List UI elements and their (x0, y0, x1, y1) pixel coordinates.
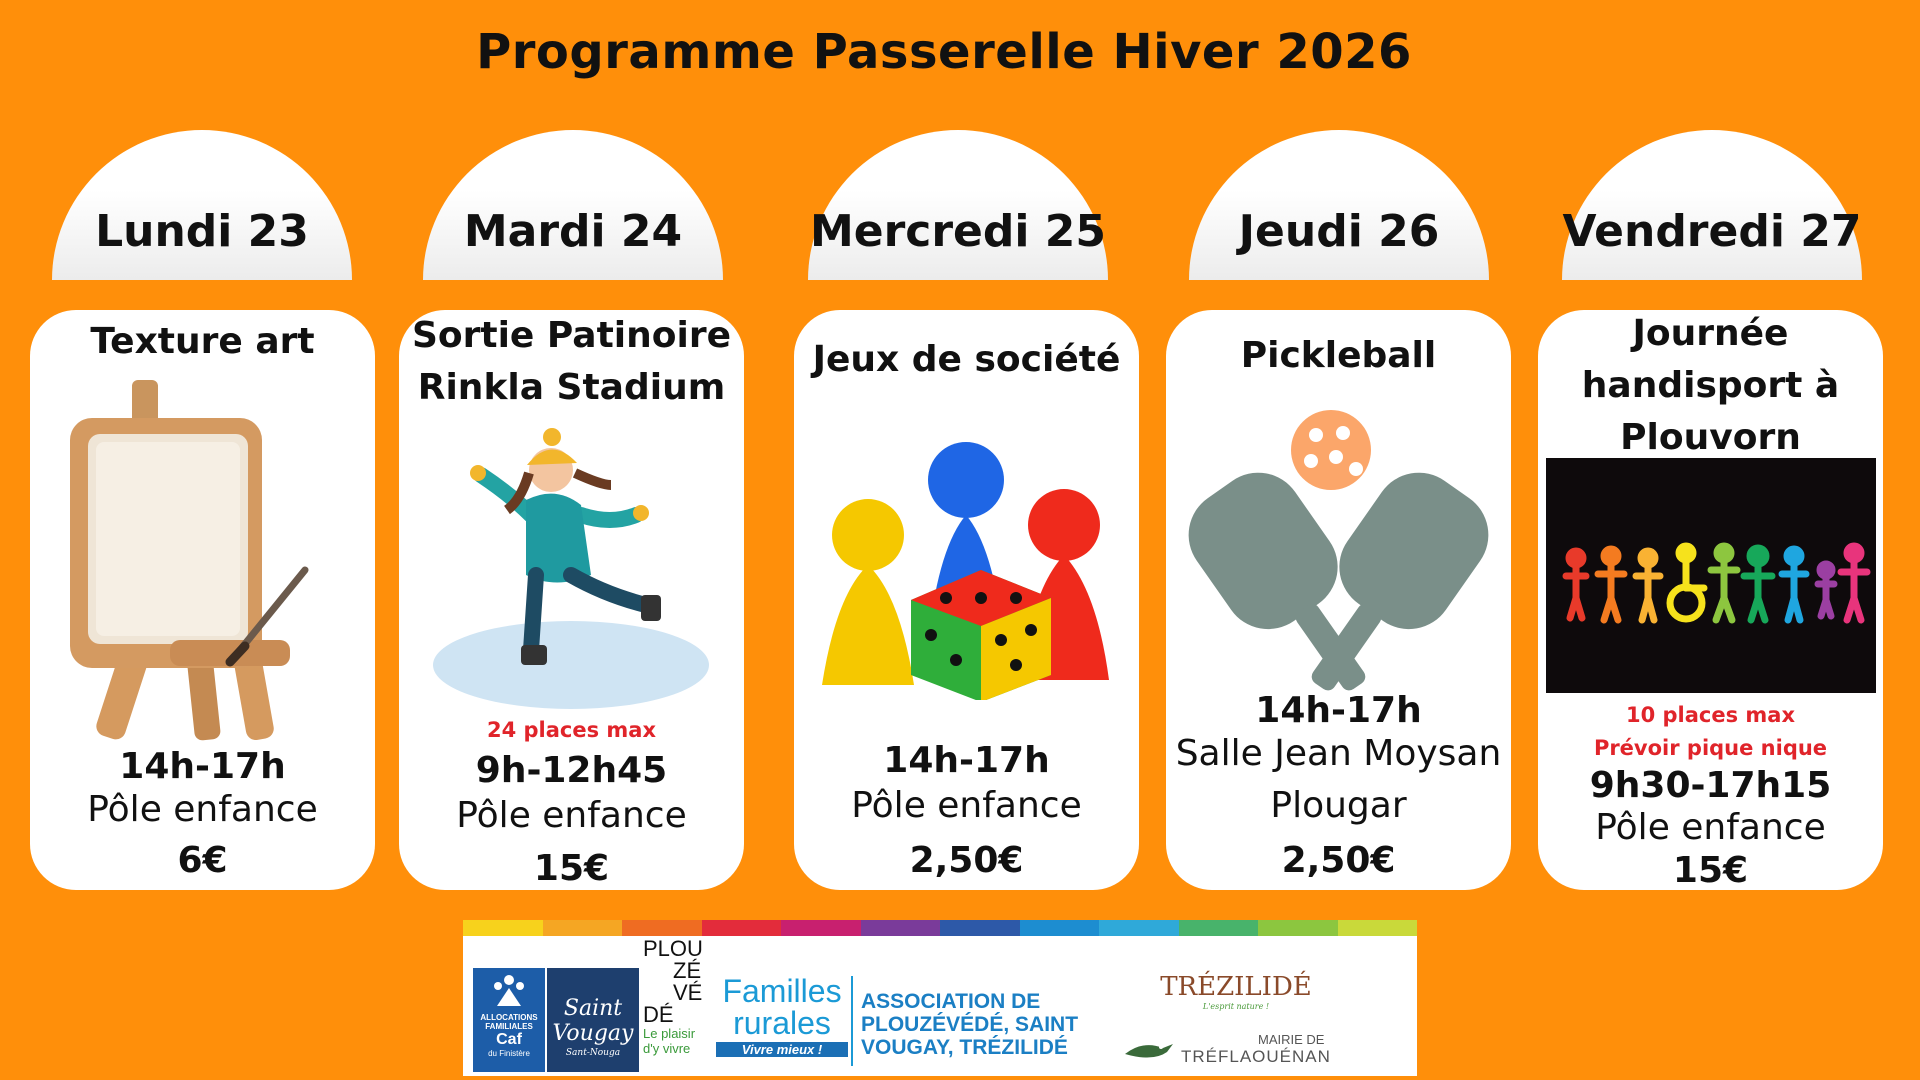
day-header (1189, 130, 1489, 280)
trezilide-text: TRÉZILIDÉ (1160, 972, 1312, 1002)
activity-time: 9h30-17h15 (1589, 765, 1832, 806)
plouzevede-text: VÉ (673, 980, 703, 1005)
familles-text: Familles (722, 973, 842, 1009)
activity-price: 15€ (533, 848, 610, 889)
caf-text: ALLOCATIONS (480, 1013, 538, 1022)
divider (851, 976, 853, 1066)
places-note: Prévoir pique nique (1593, 736, 1828, 760)
activity-location: Pôle enfance (1595, 807, 1826, 848)
activity-title: Jeux de société (812, 339, 1121, 380)
color-stripe (463, 920, 1417, 936)
easel-icon (70, 360, 340, 750)
association-text: ASSOCIATION DE (861, 990, 1041, 1013)
activity-title: Texture art (90, 321, 315, 362)
day-label: Mardi 24 (463, 206, 683, 257)
association-name (861, 990, 1101, 1059)
day-label: Vendredi 27 (1562, 206, 1862, 257)
association-text: PLOUZÉVÉDÉ, SAINT (861, 1013, 1079, 1036)
day-label: Mercredi 25 (809, 206, 1107, 257)
association-text: VOUGAY, TRÉZILIDÉ (861, 1036, 1068, 1059)
stripe-segment (1338, 920, 1418, 936)
activity-location: Salle Jean Moysan (1175, 733, 1502, 774)
familles-tagline: Vivre mieux ! (716, 1042, 848, 1057)
activity-location: Plougar (1270, 785, 1407, 826)
activity-price: 2,50€ (1281, 840, 1396, 881)
saint-vougay-text: Sant-Nouga (565, 1048, 621, 1058)
bird-icon (1123, 1038, 1175, 1064)
stripe-segment (463, 920, 543, 936)
stripe-segment (781, 920, 861, 936)
plouzevede-text: ZÉ (673, 958, 702, 983)
saint-vougay-text: Vougay (552, 1021, 634, 1046)
activity-location: Pôle enfance (456, 795, 687, 836)
plouzevede-tagline: Le plaisir (643, 1026, 696, 1041)
activity-card (30, 310, 375, 890)
board-game-pieces-icon (816, 430, 1116, 700)
activity-time: 9h-12h45 (475, 750, 668, 791)
activity-time: 14h-17h (119, 746, 286, 787)
activity-card (1166, 310, 1511, 890)
activity-title-line: Sortie Patinoire (411, 315, 732, 356)
day-header (808, 130, 1108, 280)
places-note: 10 places max (1625, 703, 1796, 727)
treflaouenan-text: MAIRIE DE (1258, 1032, 1325, 1047)
pickleball-paddles-icon (1171, 405, 1506, 705)
caf-family-icon (489, 972, 529, 1008)
stripe-segment (1020, 920, 1100, 936)
activity-location: Pôle enfance (851, 785, 1082, 826)
activity-title-line: Rinkla Stadium (417, 367, 726, 408)
activity-time: 14h-17h (1255, 690, 1422, 731)
sponsor-banner (463, 920, 1417, 1076)
plouzevede-logo (643, 938, 713, 1072)
trezilide-logo (1151, 972, 1321, 1011)
plouzevede-text: PLOU (643, 936, 703, 961)
stripe-segment (1179, 920, 1259, 936)
day-header (1562, 130, 1862, 280)
activity-title-line: handisport à (1581, 365, 1840, 406)
caf-text: du Finistère (488, 1049, 530, 1058)
activity-card (399, 310, 744, 890)
stripe-segment (702, 920, 782, 936)
activity-card (1538, 310, 1883, 890)
day-label: Lundi 23 (95, 206, 309, 257)
saint-vougay-text: Saint (563, 996, 623, 1021)
activity-title-line: Plouvorn (1620, 417, 1801, 458)
plouzevede-text: DÉ (643, 1002, 674, 1027)
ice-skater-icon (431, 425, 711, 715)
places-note: 24 places max (486, 718, 657, 742)
treflaouenan-text: TRÉFLAOUÉNAN (1181, 1047, 1331, 1066)
stripe-segment (940, 920, 1020, 936)
caf-text: Caf (496, 1031, 522, 1048)
day-label: Jeudi 26 (1238, 206, 1440, 257)
caf-text: FAMILIALES (485, 1022, 533, 1031)
page-title: Programme Passerelle Hiver 2026 (476, 24, 1412, 80)
treflaouenan-logo (1123, 1032, 1333, 1067)
day-header (423, 130, 723, 280)
stripe-segment (622, 920, 702, 936)
activity-title: Pickleball (1240, 335, 1437, 376)
activity-price: 2,50€ (909, 840, 1024, 881)
trezilide-tagline: L'esprit nature ! (1202, 1002, 1270, 1011)
stripe-segment (1099, 920, 1179, 936)
activity-location: Pôle enfance (87, 789, 318, 830)
familles-text: rurales (733, 1005, 831, 1041)
plouzevede-tagline: d'y vivre (643, 1041, 691, 1056)
day-header (52, 130, 352, 280)
activity-time: 14h-17h (883, 740, 1050, 781)
saint-vougay-logo (547, 968, 639, 1072)
activity-price: 15€ (1672, 850, 1749, 891)
familles-rurales-logo (716, 960, 848, 1072)
activity-price: 6€ (177, 840, 228, 881)
caf-logo (473, 968, 545, 1072)
activity-card (794, 310, 1139, 890)
activity-title-line: Journée (1632, 313, 1789, 354)
stripe-segment (1258, 920, 1338, 936)
stripe-segment (861, 920, 941, 936)
handisport-figures-icon (1546, 458, 1876, 693)
stripe-segment (543, 920, 623, 936)
